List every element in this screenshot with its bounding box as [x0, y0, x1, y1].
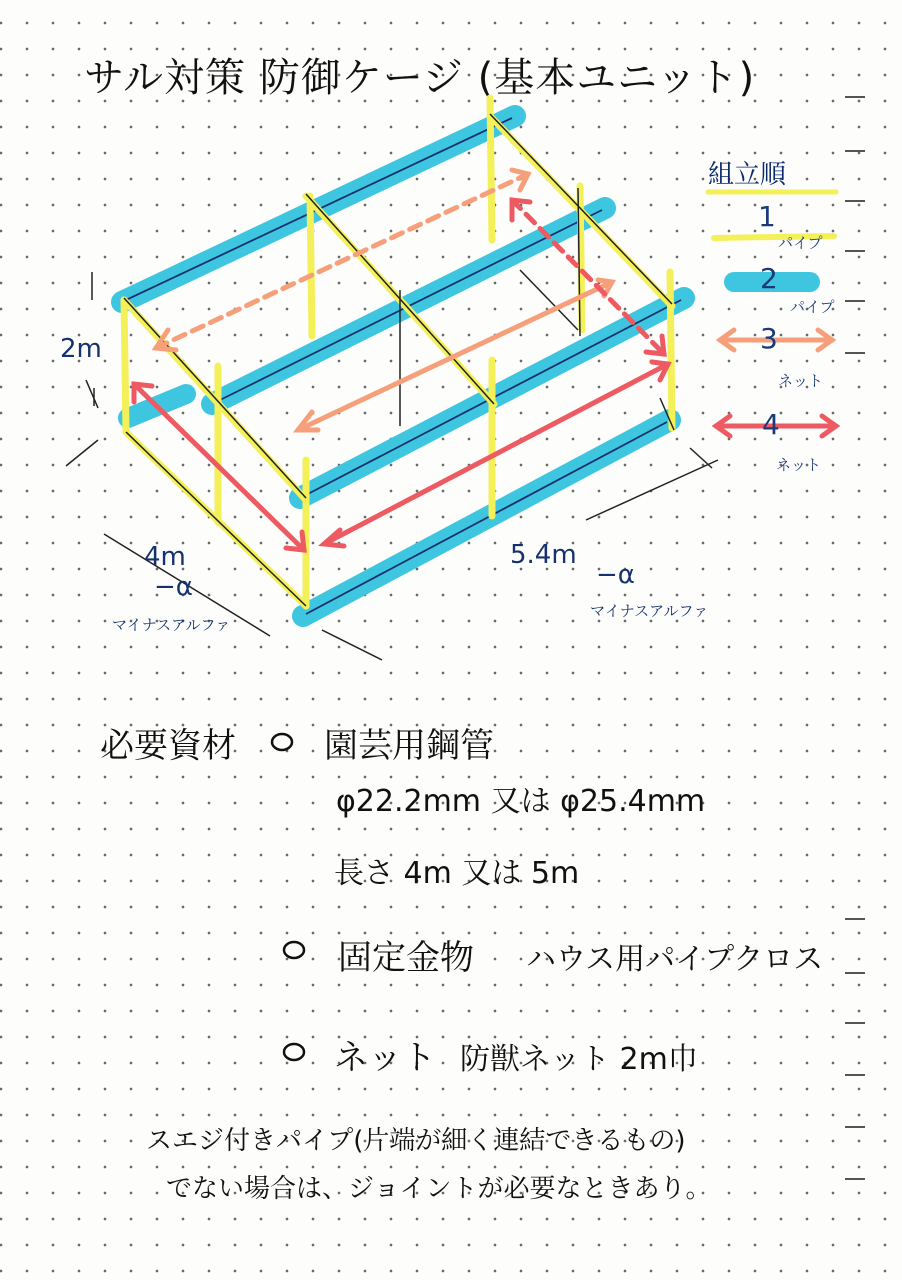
pipe-centerlines: [126, 118, 681, 614]
legend-label-1: パイプ: [778, 234, 823, 252]
material-name-3: ネット: [334, 1038, 436, 1078]
legend-heading: 組立順: [708, 160, 787, 190]
bullet-circle: [272, 734, 292, 750]
page-title: サル対策 防御ケージ (基本ユニット): [84, 55, 756, 101]
bullet-circle: [284, 1044, 304, 1060]
legend-label-4: ネット: [776, 456, 822, 474]
legend-num-1: 1: [758, 200, 776, 233]
material-detail-2: ハウス用パイプクロス: [526, 942, 824, 977]
dim-width: 4m: [144, 542, 186, 572]
legend-num-4: 4: [762, 408, 780, 441]
yellow-post: [124, 300, 126, 432]
dim-length: 5.4m: [510, 540, 577, 570]
dim-width-note: マイナスアルファ: [112, 616, 231, 634]
yellow-post: [310, 196, 312, 336]
yellow-post: [670, 272, 672, 428]
legend-label-2: パイプ: [790, 298, 835, 316]
footnote-line-1: スエジ付きパイプ(片端が細く連結できるもの): [146, 1126, 686, 1156]
materials-heading: 必要資材: [100, 726, 236, 766]
material-detail-3: 防獣ネット 2m巾: [460, 1042, 698, 1077]
bullet-circles: [272, 734, 304, 1060]
material-length-1: 長さ 4m 又は 5m: [334, 856, 580, 891]
dim-length-note: マイナスアルファ: [590, 602, 709, 620]
cyan-pipes: [122, 116, 684, 616]
dim-width-minus: −α: [154, 572, 193, 602]
dim-length-minus: −α: [596, 560, 635, 590]
legend-label-3: ネット: [778, 372, 824, 390]
material-spec-1: φ22.2mm 又は φ25.4mm: [336, 784, 706, 819]
pencil-lines: [124, 114, 674, 606]
material-name-1: 園芸用鋼管: [324, 726, 494, 766]
bullet-circle: [284, 942, 304, 958]
legend-num-3: 3: [760, 322, 778, 355]
material-name-2: 固定金物: [338, 938, 474, 978]
footnote-line-2: でない場合は、ジョイントが必要なときあり。: [166, 1174, 712, 1204]
dim-height: 2m: [60, 334, 102, 364]
legend-num-2: 2: [760, 262, 778, 295]
